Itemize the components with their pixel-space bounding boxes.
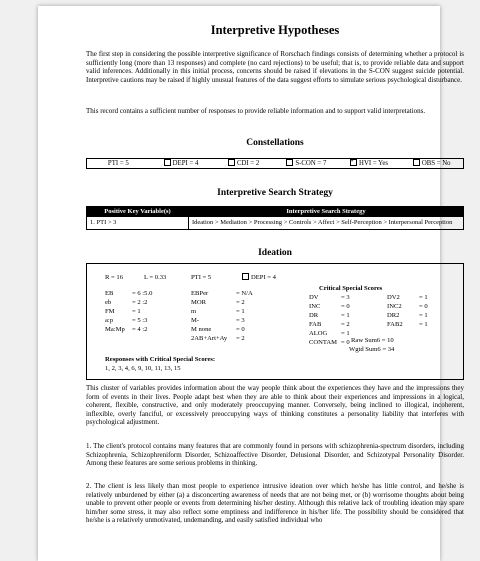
constellations-row (86, 158, 464, 169)
critical-score-value: = 1 (341, 312, 350, 319)
constellations-heading: Constellations (246, 138, 304, 148)
ideation-mid-value: = 2 (236, 335, 245, 342)
ideation-mid-label: M- (191, 317, 200, 324)
constellation-hvi: ✓ HVI = Yes (338, 160, 401, 167)
ideation-left-label: Ma:Mp (105, 326, 125, 333)
ideation-mid-label: MOR (191, 299, 207, 306)
critical-score-2-value: = 1 (419, 321, 428, 328)
checkbox-unchecked-icon (413, 159, 420, 166)
critical-scores-heading: Critical Special Scores (319, 285, 383, 292)
ideation-mid-label: EBPer (191, 290, 209, 297)
ideation-description: This cluster of variables provides information about the way people think about the experiences they have and the impressions they form of events in their lives. People adapt best when they are able to think about their experiences and impressions in a logical, coherent, flexible, constructive, and only moderately preoccupying manner. Conversely, being inclined to illogical, incoherent, inflexible, overly fanciful, or excessively preoccupying ways of thinking constitutes a personality liability that interferes with psychological adjustment. (86, 384, 464, 427)
constellation-cdi: CDI = 2 (212, 160, 275, 167)
search-strategy-table (86, 206, 464, 230)
ideation-left-label: eb (105, 299, 112, 306)
critical-score-2-value: = 0 (419, 303, 428, 310)
checkbox-unchecked-icon (164, 159, 171, 166)
critical-score-label: ALOG (309, 330, 328, 337)
ideation-left-label: EB (105, 290, 114, 297)
critical-score-label: INC (309, 303, 321, 310)
ideation-mid-value: = 1 (236, 308, 245, 315)
ideation-heading: Ideation (258, 248, 292, 258)
critical-score-2-label: DV2 (387, 294, 400, 301)
critical-score-value: = 0 (341, 339, 350, 346)
critical-responses-heading: Responses with Critical Special Scores: (105, 356, 216, 363)
ideation-r: R = 16 (105, 274, 124, 281)
critical-score-value: = 2 (341, 321, 350, 328)
constellation-scon: S-CON = 7 (275, 160, 338, 167)
report-page (38, 6, 464, 561)
interpretation-2: 2. The client is less likely than most people to experience intrusive ideation over which he/she has little control, and he/she is relatively unburdened by either (a) a disconcerting awareness of needs that are not being met, or (b) worrisome thoughts about being unable to prevent other people or events from determining his/her destiny. Although this relative lack of troubling ideation may spare him/her some stress, it may also reflect some emptiness and indifference in his/her life. The possibility should be considered that he/she is a relatively unmotivated, undemanding, and easily satisfied individual who (86, 482, 464, 525)
wgtd-sum6: Wgtd Sum6 = 34 (349, 346, 395, 353)
intro-paragraph-1: The first step in considering the possible interpretive significance of Rorschach findings consists of determining whether a protocol is sufficiently long (more than 13 responses) and complete (no card rejections) to be useful; that is, to provide reliable data and support valid inferences. Additionally in this initial process, concerns should be raised if elevations in the S-CON suggest suicide potential. Interpretive cautions may be raised if highly unusual features of the data suggest efforts to simulate serious psychological disturbance. (86, 50, 464, 84)
ideation-left-value: = 4 :2 (132, 326, 148, 333)
page-title: Interpretive Hypotheses (210, 23, 340, 37)
critical-score-label: FAB (309, 321, 322, 328)
constellation-pti: PTI = 5 (107, 160, 129, 167)
search-strategy-heading: Interpretive Search Strategy (217, 188, 333, 198)
checkbox-unchecked-icon (286, 159, 293, 166)
ideation-mid-value: = N/A (236, 290, 253, 297)
ideation-depi: DEPI = 4 (242, 274, 276, 281)
ideation-left-value: = 5 :3 (132, 317, 148, 324)
ideation-left-value: = 2 :2 (132, 299, 148, 306)
ideation-left-label: FM (105, 308, 115, 315)
strategy-header: Interpretive Search Strategy (189, 207, 464, 217)
critical-score-2-label: INC2 (387, 303, 402, 310)
ideation-left-value: = 1 (132, 308, 141, 315)
strategy-cell: Ideation > Mediation > Processing > Controls > Affect > Self-Perception > Interpersonal Perception (189, 217, 464, 230)
critical-score-value: = 0 (341, 303, 350, 310)
critical-score-label: DV (309, 294, 319, 301)
ideation-pti: PTI = 5 (191, 274, 212, 281)
constellation-depi: DEPI = 4 (150, 160, 213, 167)
critical-score-value: = 3 (341, 294, 350, 301)
intro-paragraph-2: This record contains a sufficient number of responses to provide reliable information and to support valid interpretations. (86, 107, 426, 115)
critical-score-2-value: = 1 (419, 312, 428, 319)
checkbox-unchecked-icon (242, 273, 249, 280)
critical-score-label: CONTAM (309, 339, 338, 346)
critical-score-2-label: DR2 (387, 312, 400, 319)
critical-score-label: DR (309, 312, 319, 319)
critical-responses-list: 1, 2, 3, 4, 6, 9, 10, 11, 13, 15 (105, 365, 181, 372)
ideation-mid-label: 2AB+Art+Ay (191, 335, 228, 342)
interpretation-1: 1. The client's protocol contains many features that are commonly found in persons with schizophrenia-spectrum disorders, including Schizophrenia, Schizophreniform Disorder, Schizoaffective Disorder, Delusional Disorder, and Schizotypal Personality Disorder. Among these features are some serious problems in thinking. (86, 442, 464, 468)
key-variable-cell: 1. PTI > 3 (87, 217, 189, 230)
critical-score-value: = 1 (341, 330, 350, 337)
constellation-obs: OBS = No (400, 160, 463, 167)
critical-score-2-label: FAB2 (387, 321, 403, 328)
ideation-l: L = 0.33 (144, 274, 167, 281)
checkbox-unchecked-icon (228, 159, 235, 166)
ideation-mid-value: = 2 (236, 299, 245, 306)
ideation-mid-value: = 0 (236, 326, 245, 333)
ideation-mid-label: M none (191, 326, 212, 333)
checkbox-checked-icon (350, 159, 357, 166)
critical-score-2-value: = 1 (419, 294, 428, 301)
ideation-mid-label: m (191, 308, 197, 315)
raw-sum6: Raw Sum6 = 10 (351, 337, 394, 344)
key-variable-header: Positive Key Variable(s) (87, 207, 189, 217)
ideation-left-label: a:p (105, 317, 114, 324)
ideation-mid-value: = 3 (236, 317, 245, 324)
ideation-left-value: = 6 :5.0 (132, 290, 153, 297)
ideation-box (86, 263, 464, 380)
